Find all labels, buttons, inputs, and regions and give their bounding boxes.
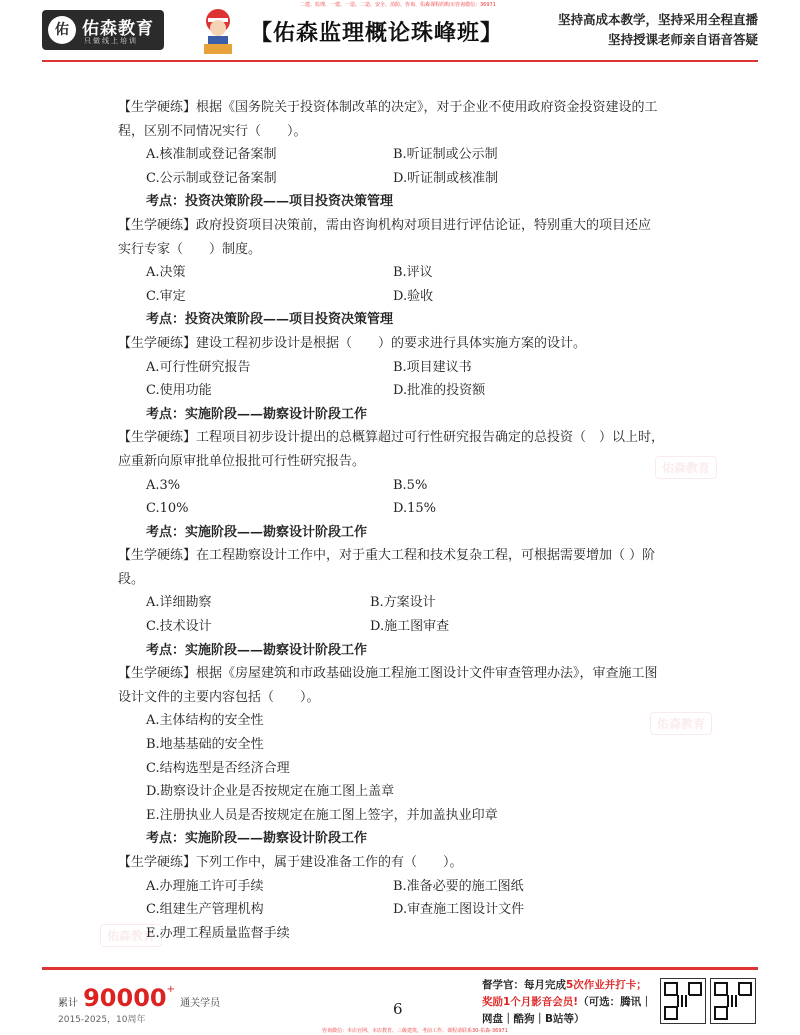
stat-tail: 通关学员 xyxy=(180,998,221,1009)
qr-code-icon[interactable] xyxy=(660,978,706,1024)
answer-option: C.审定 xyxy=(146,288,186,304)
slogan-line-2: 坚持授课老师亲自语音答疑 xyxy=(607,32,758,47)
logo-name: 佑森教育 xyxy=(82,19,154,39)
option-row xyxy=(118,143,698,167)
answer-option: E.办理工程质量监督手续 xyxy=(146,925,290,941)
page-number: 6 xyxy=(393,1000,403,1018)
question-text: 段。 xyxy=(118,571,145,587)
stat-label: 累计 xyxy=(58,998,78,1009)
question-text: 【生学硬练】在工程勘察设计工作中，对于重大工程和技术复杂工程，可根据需要增加（ ）阶 xyxy=(118,548,656,564)
promo-e: 网盘｜酷狗｜B站等） xyxy=(482,1013,585,1025)
option-row xyxy=(118,356,698,380)
answer-option: A.决策 xyxy=(146,265,186,281)
answer-option: C.10% xyxy=(146,501,189,517)
footer-divider xyxy=(42,967,758,970)
brand-logo xyxy=(42,10,164,50)
question-text: 【生学硬练】政府投资项目决策前，需由咨询机构对项目进行评估论证，特别重大的项目还应 xyxy=(118,217,652,233)
top-note: 二建、监理、一建、一造、二造、安全、消防、咨询、佑森课程的购买咨询微信：36971 xyxy=(300,2,496,8)
option-row xyxy=(118,379,698,403)
answer-option: D.听证制或核准制 xyxy=(393,170,499,186)
option-row xyxy=(118,591,698,615)
mascot-icon xyxy=(196,6,240,56)
key-point: 考点：实施阶段——勘察设计阶段工作 xyxy=(146,406,368,422)
option-row xyxy=(118,261,698,285)
option-row xyxy=(118,898,698,922)
promo-a: 督学官：每月完成 xyxy=(482,979,566,991)
answer-option: C.公示制或登记备案制 xyxy=(146,170,277,186)
option-row xyxy=(118,474,698,498)
option-row xyxy=(118,285,698,309)
watermark: 佑森教育 xyxy=(655,456,717,479)
key-point: 考点：投资决策阶段——项目投资决策管理 xyxy=(146,194,394,210)
answer-option: B.5% xyxy=(393,477,428,493)
question-text: 【生学硬练】下列工作中，属于建设准备工作的有（ ）。 xyxy=(118,855,463,870)
bottom-note: 咨询微信：本店官网、本店教育、三級建筑、考前工作、课程请联系30-佑森-36971 xyxy=(322,1028,508,1034)
question-text: 程，区别不同情况实行（ ）。 xyxy=(118,123,307,139)
key-point: 考点：实施阶段——勘察设计阶段工作 xyxy=(146,831,368,847)
answer-option: A.可行性研究报告 xyxy=(146,359,251,375)
header-slogan xyxy=(558,10,758,50)
anniversary-note: 2015-2025，10周年 xyxy=(58,1015,146,1025)
question-text: 设计文件的主要内容包括（ ）。 xyxy=(118,689,320,705)
question-text: 应重新向原审批单位报批可行性研究报告。 xyxy=(118,453,366,469)
answer-option: D.审查施工图设计文件 xyxy=(393,902,525,918)
question-text: 【生学硬练】根据《房屋建筑和市政基础设施工程施工图设计文件审查管理办法》，审查施工图 xyxy=(118,666,658,682)
logo-subtitle: 只做线上培训 xyxy=(84,37,138,45)
promo-text xyxy=(482,977,657,1028)
page-title: 【佑森监理概论珠峰班】 xyxy=(250,21,504,46)
option-row xyxy=(118,875,698,899)
answer-option: D.勘察设计企业是否按规定在施工图上盖章 xyxy=(146,784,395,800)
answer-option: E.注册执业人员是否按规定在施工图上签字，并加盖执业印章 xyxy=(146,807,498,823)
promo-b: 5次作业并打卡； xyxy=(566,979,647,991)
answer-option: A.办理施工许可手续 xyxy=(146,878,264,894)
answer-option: D.验收 xyxy=(393,288,434,304)
header-divider xyxy=(42,60,758,62)
answer-option: B.评议 xyxy=(393,265,433,281)
stat-number: 90000 xyxy=(83,984,167,1012)
promo-c: 奖励1个月影音会员! xyxy=(482,996,579,1008)
option-row xyxy=(118,167,698,191)
answer-option: B.准备必要的施工图纸 xyxy=(393,878,524,894)
promo-d: （可选：腾讯｜ xyxy=(578,996,652,1008)
answer-option: C.组建生产管理机构 xyxy=(146,902,264,918)
answer-option: B.项目建议书 xyxy=(393,359,472,375)
answer-option: A.核准制或登记备案制 xyxy=(146,147,277,163)
key-point: 考点：实施阶段——勘察设计阶段工作 xyxy=(146,642,368,658)
option-row xyxy=(118,615,698,639)
answer-option: A.主体结构的安全性 xyxy=(146,713,264,729)
answer-option: D.批准的投资额 xyxy=(393,383,486,399)
question-text: 【生学硬练】根据《国务院关于投资体制改革的决定》，对于企业不使用政府资金投资建设的工 xyxy=(118,100,658,115)
key-point: 考点：投资决策阶段——项目投资决策管理 xyxy=(146,312,394,328)
qr-code-icon[interactable] xyxy=(710,978,756,1024)
learner-stat xyxy=(58,984,220,1012)
answer-option: B.地基基础的安全性 xyxy=(146,737,264,753)
key-point: 考点：实施阶段——勘察设计阶段工作 xyxy=(146,524,368,540)
page-header xyxy=(0,0,800,62)
answer-option: C.技术设计 xyxy=(146,619,212,635)
watermark: 佑森教育 xyxy=(100,924,162,947)
watermark: 佑森教育 xyxy=(650,712,712,735)
answer-option: B.听证制或公示制 xyxy=(393,147,498,163)
answer-option: C.使用功能 xyxy=(146,383,212,399)
answer-option: A.详细勘察 xyxy=(146,595,212,611)
question-text: 【生学硬练】建设工程初步设计是根据（ ）的要求进行具体实施方案的设计。 xyxy=(118,335,587,351)
question-text: 【生学硬练】工程项目初步设计提出的总概算超过可行性研究报告确定的总投资（ ）以上时， xyxy=(118,430,665,446)
answer-option: A.3% xyxy=(146,477,181,493)
stat-plus: + xyxy=(166,984,175,995)
question-content xyxy=(118,96,698,945)
answer-option: B.方案设计 xyxy=(370,595,436,611)
slogan-line-1: 坚持高成本教学，坚持采用全程直播 xyxy=(557,12,758,27)
option-row xyxy=(118,497,698,521)
answer-option: D.施工图审查 xyxy=(370,619,450,635)
answer-option: D.15% xyxy=(393,501,436,517)
question-text: 实行专家（ ）制度。 xyxy=(118,241,262,257)
answer-option: C.结构选型是否经济合理 xyxy=(146,760,290,776)
logo-mark-icon: 佑 xyxy=(48,16,76,44)
